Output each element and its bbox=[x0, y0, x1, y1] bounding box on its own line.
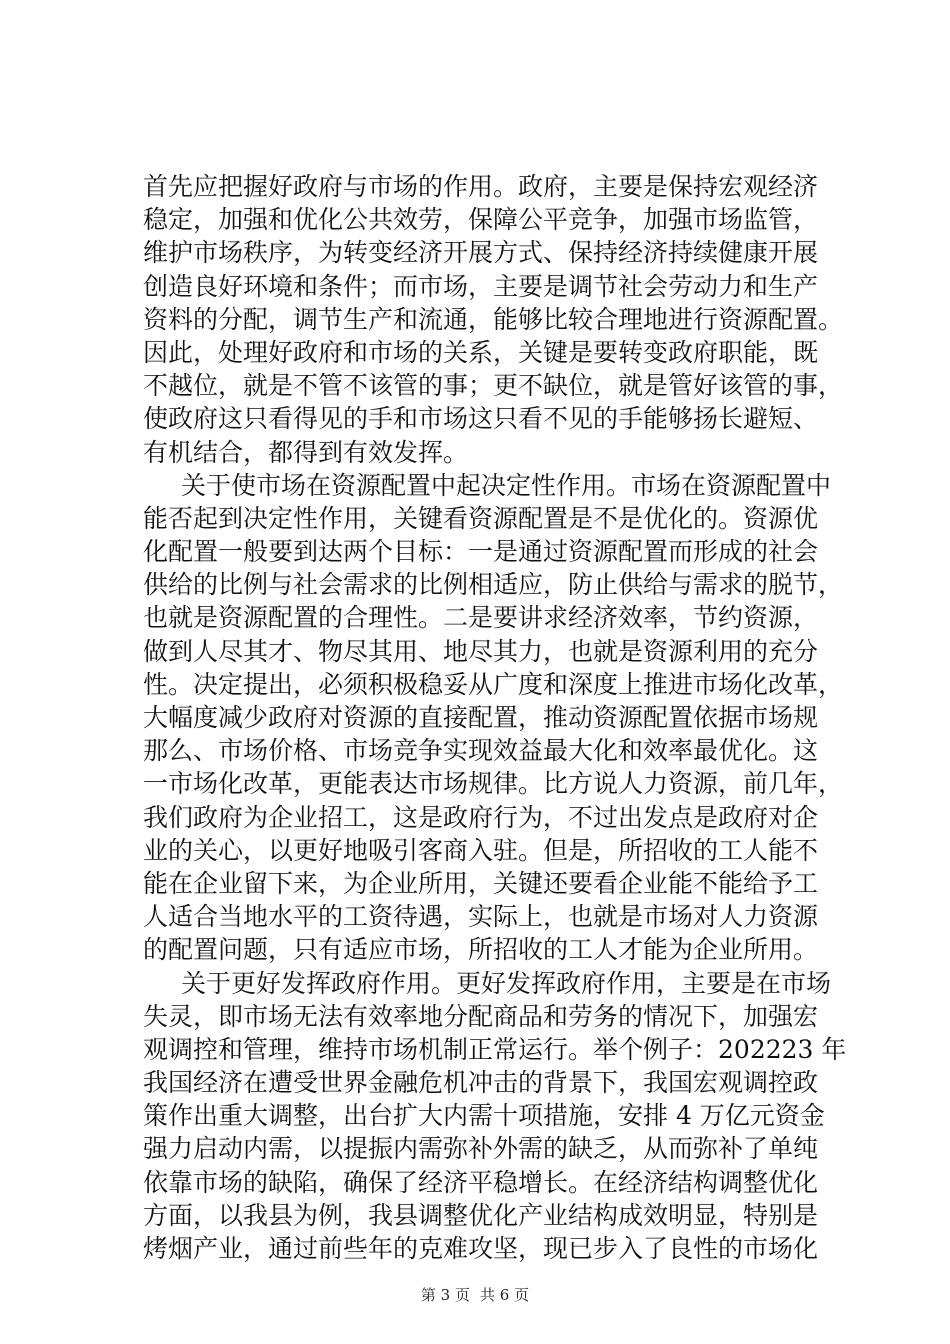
text-line: 策作出重大调整，出台扩大内需十项措施，安排 4 万亿元资金 bbox=[143, 1101, 825, 1131]
text-line: 不越位，就是不管不该管的事；更不缺位，就是管好该管的事， bbox=[143, 371, 844, 401]
text-line: 的配置问题，只有适应市场，所招收的工人才能为企业所用。 bbox=[143, 935, 819, 965]
text-line: 大幅度减少政府对资源的直接配置，推动资源配置依据市场规 bbox=[143, 703, 819, 732]
text-line: 那么、市场价格、市场竞争实现效益最大化和效率最优化。这 bbox=[143, 736, 819, 766]
text-line: 能否起到决定性作用，关键看资源配置是不是优化的。资源优 bbox=[143, 503, 819, 533]
text-line: 失灵，即市场无法有效率地分配商品和劳务的情况下，加强宏 bbox=[143, 1001, 819, 1031]
text-line: 方面，以我县为例，我县调整优化产业结构成效明显，特别是 bbox=[143, 1200, 819, 1230]
text-line: 性。决定提出，必须积极稳妥从广度和深度上推进市场化改革， bbox=[143, 669, 844, 699]
text-line: 观调控和管理，维持市场机制正常运行。举个例子：202223 年 bbox=[143, 1034, 847, 1064]
text-line: 强力启动内需，以提振内需弥补外需的缺乏，从而弥补了单纯 bbox=[143, 1134, 819, 1164]
text-line: 烤烟产业，通过前些年的克难攻坚，现已步入了良性的市场化 bbox=[143, 1234, 819, 1263]
text-line: 能在企业留下来，为企业所用，关键还要看企业能不能给予工 bbox=[143, 868, 819, 898]
text-line: 关于使市场在资源配置中起决定性作用。市场在资源配置中 bbox=[181, 470, 832, 500]
document-body bbox=[143, 170, 847, 1265]
text-line: 依靠市场的缺陷，确保了经济平稳增长。在经济结构调整优化 bbox=[143, 1167, 819, 1197]
text-line: 业的关心，以更好地吸引客商入驻。但是，所招收的工人能不 bbox=[143, 835, 819, 865]
text-line: 我国经济在遭受世界金融危机冲击的背景下，我国宏观调控政 bbox=[143, 1068, 819, 1098]
text-line: 供给的比例与社会需求的比例相适应，防止供给与需求的脱节， bbox=[143, 570, 844, 600]
text-line: 维护市场秩序，为转变经济开展方式、保持经济持续健康开展 bbox=[143, 238, 819, 268]
page-footer bbox=[0, 1285, 950, 1305]
text-line: 使政府这只看得见的手和市场这只看不见的手能够扬长避短、 bbox=[143, 404, 819, 434]
text-line: 化配置一般要到达两个目标：一是通过资源配置而形成的社会 bbox=[143, 537, 819, 567]
text-line: 关于更好发挥政府作用。更好发挥政府作用，主要是在市场 bbox=[181, 968, 832, 998]
text-line: 首先应把握好政府与市场的作用。政府，主要是保持宏观经济 bbox=[143, 172, 819, 201]
page-total: 共 6 页 bbox=[480, 1286, 530, 1304]
text-line: 因此，处理好政府和市场的关系，关键是要转变政府职能，既 bbox=[143, 337, 819, 367]
text-line: 有机结合，都得到有效发挥。 bbox=[143, 437, 469, 467]
text-line: 也就是资源配置的合理性。二是要讲求经济效率，节约资源， bbox=[143, 603, 819, 633]
text-line: 我们政府为企业招工，这是政府行为，不过出发点是政府对企 bbox=[143, 802, 819, 832]
text-line: 资料的分配，调节生产和流通，能够比较合理地进行资源配置。 bbox=[143, 304, 844, 334]
text-line: 做到人尽其才、物尽其用、地尽其力，也就是资源利用的充分 bbox=[143, 636, 819, 666]
text-line: 一市场化改革，更能表达市场规律。比方说人力资源，前几年， bbox=[143, 769, 844, 799]
text-line: 稳定，加强和优化公共效劳，保障公平竞争，加强市场监管， bbox=[143, 205, 819, 235]
text-line: 创造良好环境和条件；而市场，主要是调节社会劳动力和生产 bbox=[143, 271, 819, 301]
text-line: 人适合当地水平的工资待遇，实际上，也就是市场对人力资源 bbox=[143, 902, 819, 932]
page-number: 第 3 页 bbox=[420, 1286, 470, 1304]
